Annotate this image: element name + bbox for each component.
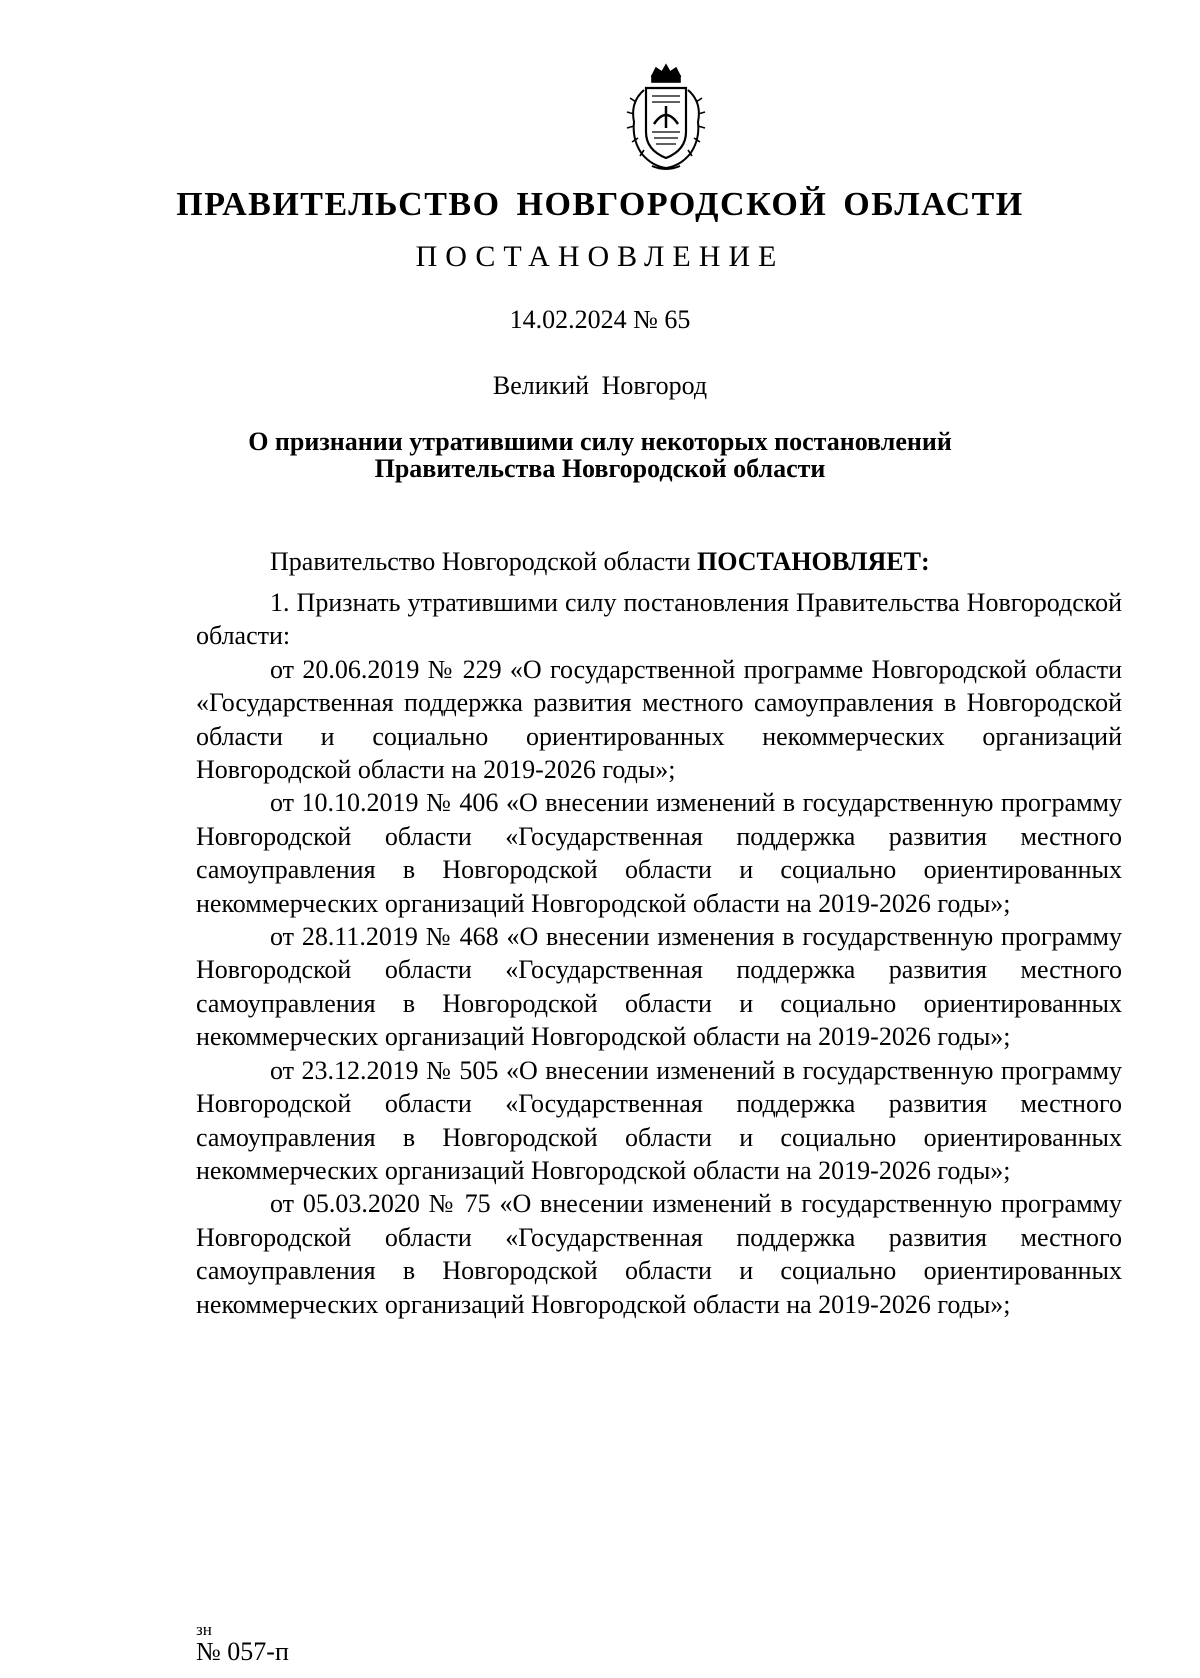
subject-line-2: Правительства Новгородской области bbox=[374, 454, 826, 483]
preamble-decree-word: ПОСТАНОВЛЯЕТ: bbox=[696, 547, 930, 576]
preamble-text: Правительство Новгородской области bbox=[270, 547, 697, 576]
paragraph-decree-406: от 10.10.2019 № 406 «О внесении изменений в государственную программу Новгородской области «Государственная поддержка развития местного самоуправления в Новгородской области и социально ориентированных некоммерческих организаций Новгородской области на 2019-2026 годы»; bbox=[196, 788, 1122, 918]
coat-of-arms-icon bbox=[622, 62, 710, 174]
paragraph-item-1: 1. Признать утратившими силу постановления Правительства Новгородской области: bbox=[196, 588, 1122, 651]
paragraph-decree-505: от 23.12.2019 № 505 «О внесении изменений в государственную программу Новгородской области «Государственная поддержка развития местного самоуправления в Новгородской области и социально ориентированных некоммерческих организаций Новгородской области на 2019-2026 годы»; bbox=[196, 1055, 1122, 1185]
document-body bbox=[196, 586, 1122, 1321]
document-subject bbox=[0, 428, 1200, 482]
document-type: ПОСТАНОВЛЕНИЕ bbox=[415, 240, 785, 273]
paragraph-decree-75: от 05.03.2020 № 75 «О внесении изменений в государственную программу Новгородской области «Государственная поддержка развития местного самоуправления в Новгородской области и социально ориентированных некоммерческих организаций Новгородской области на 2019-2026 годы»; bbox=[196, 1189, 1122, 1319]
paragraph-decree-229: от 20.06.2019 № 229 «О государственной программе Новгородской области «Государственная поддержка развития местного самоуправления в Новгородской области и социально ориентированных некоммерческих организаций Новгородской области на 2019-2026 годы»; bbox=[196, 654, 1122, 785]
footer-number: № 057-п bbox=[196, 1637, 289, 1666]
document-date-number: 14.02.2024 № 65 bbox=[509, 305, 691, 334]
preamble bbox=[270, 547, 930, 577]
paragraph-decree-468: от 28.11.2019 № 468 «О внесении изменения в государственную программу Новгородской области «Государственная поддержка развития местного самоуправления в Новгородской области и социально ориентированных некоммерческих организаций Новгородской области на 2019-2026 годы»; bbox=[196, 922, 1122, 1052]
government-title: ПРАВИТЕЛЬСТВО НОВГОРОДСКОЙ ОБЛАСТИ bbox=[176, 186, 1024, 223]
subject-line-1: О признании утратившими силу некоторых постановлений bbox=[248, 427, 952, 456]
footer-code: зн bbox=[196, 1620, 212, 1639]
document-city: Великий Новгород bbox=[492, 371, 708, 400]
